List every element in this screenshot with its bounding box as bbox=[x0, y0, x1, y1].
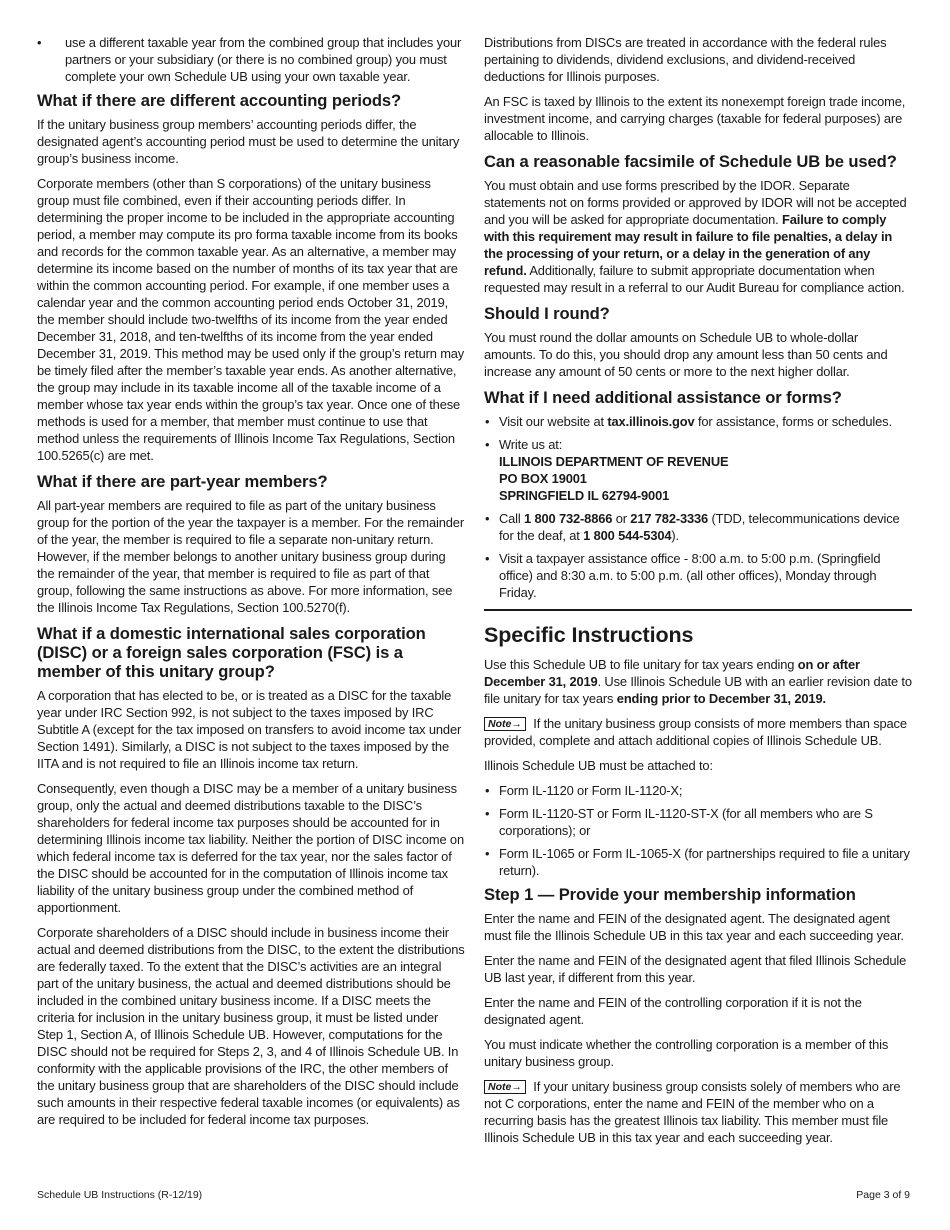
paragraph-facsimile: You must obtain and use forms prescribed by the IDOR. Separate statements not on forms provided or approved by IDOR will not be accepted and you will be asked for appropriate documentation. Failure to comply with this requirement may result in failure to file penalties, a delay in the processing of your return, or a delay in the generation of any refund. Additionally, failure to submit appropriate documentation when requested may result in a referral to our Audit Bureau for compliance action. bbox=[484, 178, 907, 295]
address-line: PO BOX 19001 bbox=[499, 471, 587, 486]
footer-page-number: Page 3 of 9 bbox=[856, 1189, 910, 1201]
address-line: SPRINGFIELD IL 62794-9001 bbox=[499, 488, 670, 503]
paragraph: All part-year members are required to file as part of the unitary business group for the portion of the year the taxpayer is a member. For the remainder of the year, the member is required to file a separate non-unitary return. However, if the member belongs to another unitary business group during the remainder of the year, that member is required to file as part of that group, following the same instructions as above. For more information, see the Illinois Income Tax Regulations, Section 100.5270(f). bbox=[37, 498, 464, 615]
heading-rounding: Should I round? bbox=[484, 304, 610, 323]
heading-assistance: What if I need additional assistance or forms? bbox=[484, 388, 842, 407]
paragraph-usage: Use this Schedule UB to file unitary for tax years ending on or after December 31, 2019. Use Illinois Schedule UB with an earlier revision date to file unitary for tax years ending prior to December 31, 2019. bbox=[484, 657, 912, 706]
paragraph: An FSC is taxed by Illinois to the extent its nonexempt foreign trade income, investment income, and carrying charges (taxable for federal purposes) are allocable to Illinois. bbox=[484, 94, 906, 143]
heading-accounting-periods: What if there are different accounting periods? bbox=[37, 91, 402, 110]
list-item-website: • Visit our website at tax.illinois.gov for assistance, forms or schedules. bbox=[484, 413, 912, 430]
list-item-office: • Visit a taxpayer assistance office - 8:00 a.m. to 5:00 p.m. (Springfield office) and 8:30 a.m. to 5:00 p.m. (all other offices), Monday through Friday. bbox=[484, 550, 912, 601]
heading-part-year-members: What if there are part-year members? bbox=[37, 472, 328, 491]
paragraph: Distributions from DISCs are treated in accordance with the federal rules pertaining to dividends, dividend exclusions, and dividend-received deductions for Illinois purposes. bbox=[484, 35, 887, 84]
note-paragraph: Note→ If your unitary business group consists solely of members who are not C corporations, enter the name and FEIN of the member who on a recurring basis has the greatest Illinois tax liability. This member must file Illinois Schedule UB in this tax year and each succeeding year. bbox=[484, 1079, 901, 1145]
paragraph: If the unitary business group members’ accounting periods differ, the designated agent’s accounting period must be used to determine the unitary group’s business income. bbox=[37, 117, 460, 166]
list-item-mail: • Write us at: ILLINOIS DEPARTMENT OF REVENUE PO BOX 19001 SPRINGFIELD IL 62794-9001 bbox=[484, 436, 912, 504]
paragraph: A corporation that has elected to be, or is treated as a DISC for the taxable year under IRC Section 992, is not subject to the taxes imposed by IRC Subtitle A (except for the tax imposed on transfers to avoid income tax under Section 1491). Similarly, a DISC is not subject to the taxes imposed by the IITA and is not required to file an Illinois income tax return. bbox=[37, 688, 462, 771]
heading-facsimile: Can a reasonable facsimile of Schedule UB be used? bbox=[484, 152, 897, 171]
note-icon: Note→ bbox=[484, 717, 526, 731]
paragraph: Enter the name and FEIN of the designated agent. The designated agent must file the Illinois Schedule UB in this tax year and each succeeding year. bbox=[484, 911, 904, 943]
website-link[interactable]: tax.illinois.gov bbox=[607, 414, 695, 429]
paragraph: You must round the dollar amounts on Schedule UB to whole-dollar amounts. To do this, you should drop any amount less than 50 cents and increase any amount of 50 cents or more to the next higher dollar. bbox=[484, 330, 888, 379]
paragraph: Consequently, even though a DISC may be a member of a unitary business group, only the actual and deemed distributions taxable to the DISC’s shareholders for federal income tax purposes should be accounted for in determining Illinois income tax liability. Neither the portion of DISC income on which federal income tax is deferred for the tax year, nor the sales factor of the DISC should be accounted for in the computation of Illinois income tax liability of the unitary business group under the combined method of apportionment. bbox=[37, 781, 464, 915]
heading-step-1: Step 1 — Provide your membership information bbox=[484, 885, 856, 904]
list-item: • Form IL-1120-ST or Form IL-1120-ST-X (for all members who are S corporations); or bbox=[484, 805, 912, 839]
attach-forms-list bbox=[484, 782, 912, 879]
paragraph: You must indicate whether the controlling corporation is a member of this unitary business group. bbox=[484, 1037, 889, 1069]
section-divider bbox=[484, 609, 912, 611]
paragraph: Enter the name and FEIN of the designated agent that filed Illinois Schedule UB last year, if different from this year. bbox=[484, 953, 907, 985]
paragraph: Enter the name and FEIN of the controlling corporation if it is not the designated agent. bbox=[484, 995, 862, 1027]
paragraph: Corporate members (other than S corporations) of the unitary business group must file combined, even if their accounting periods differ. In determining the proper income to be included in the appropriate accounting period, a member may compute its pro forma taxable income from its books and records for the common taxable year. As an alternative, a member may determine its income based on the number of months of its tax year that are within the common accounting period. For example, if one member uses a calendar year and the common accounting period ends October 31, 2019, the member should include two-twelfths of its income from the year ended December 31, 2018, and ten-twelfths of its income from the year ended December 31, 2019. This method may be used only if the group’s return may be timely filed after the member’s taxable year ends. As another alternative, the group may include in its taxable income all of the taxable income of a member whose tax year ends within the group’s tax year. Once one of these methods is used for a member, that member must continue to use that method unless the requirements of Illinois Income Tax Regulations, Section 100.5265(c) are met. bbox=[37, 176, 465, 463]
left-column bbox=[37, 34, 465, 1136]
list-item: • use a different taxable year from the combined group that includes your partners or your subsidiary (or there is no combined group) you must complete your own Schedule UB using your own taxable year. bbox=[37, 34, 465, 85]
footer-form-id: Schedule UB Instructions (R-12/19) bbox=[37, 1189, 203, 1201]
paragraph: Illinois Schedule UB must be attached to: bbox=[484, 758, 713, 773]
right-column bbox=[484, 34, 912, 1154]
list-item-phone: • Call 1 800 732-8866 or 217 782-3336 (TDD, telecommunications device for the deaf, at 1 800 544-5304). bbox=[484, 510, 912, 544]
assistance-list bbox=[484, 413, 912, 601]
heading-specific-instructions: Specific Instructions bbox=[484, 623, 694, 647]
note-icon: Note→ bbox=[484, 1080, 526, 1094]
note-paragraph: Note→ If the unitary business group consists of more members than space provided, complete and attach additional copies of Illinois Schedule UB. bbox=[484, 716, 907, 748]
address-line: ILLINOIS DEPARTMENT OF REVENUE bbox=[499, 454, 729, 469]
paragraph: Corporate shareholders of a DISC should include in business income their actual and deemed distributions from the DISC, to the extent the distributions are federally taxed. To the extent that the DISC’s activities are an integral part of the unitary business, the actual and deemed distributions should be included in the combined unitary business income. If a DISC meets the criteria for inclusion in the unitary business group, it must be listed under Step 1, Section A, of Illinois Schedule UB. However, computations for the DISC should not be required for Steps 2, 3, and 4 of Illinois Schedule UB. In conformity with the applicable provisions of the IRC, the other members of the unitary business group that are shareholders of the DISC should include such amounts in their respective federal taxable incomes (or equivalents) as are required to be included for federal income tax purposes. bbox=[37, 925, 465, 1127]
list-item: • Form IL-1120 or Form IL-1120-X; bbox=[484, 782, 912, 799]
heading-disc-fsc: What if a domestic international sales corporation (DISC) or a foreign sales corporation (FSC) is a member of this unitary group? bbox=[37, 624, 426, 681]
list-item: • Form IL-1065 or Form IL-1065-X (for partnerships required to file a unitary return). bbox=[484, 845, 912, 879]
subsidiary-list bbox=[37, 34, 465, 85]
